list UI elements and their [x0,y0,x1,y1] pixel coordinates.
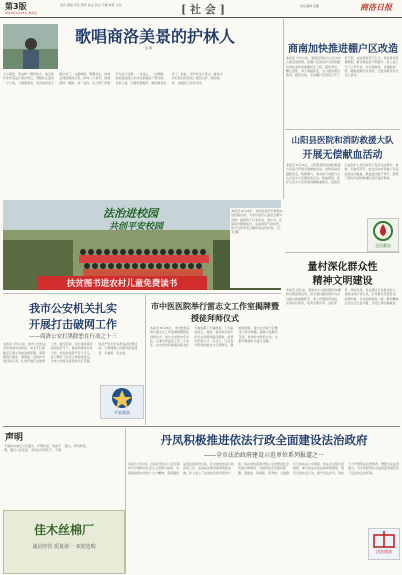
column-divider [283,19,284,199]
headline-civilization-line1: 量村深化群众性 [307,262,378,273]
section-rule [3,426,400,427]
police-photo [100,385,144,419]
forest-guard-body: 大山深处，有这样一群护林人，他们常年守护着这片绿水青山，用脚步丈量每一寸土地。天刚蒙蒙亮，老张就背着干粮出发了，山路崎岖，荆棘丛生，他却走得稳健而从容。护林二十余年，他熟悉每一棵树、每一条沟，也习惯了用歌声为自己壮胆。一边巡山，一边唱歌，他把商洛的山水风光都编进了歌词里。村里人说，只要听到歌声，就知道老张来了。他说，守护好这片青山，就是守护好我们的家园，唱给山听，唱给树听，也唱给子孙后代听。 [3,72,223,85]
paper-logo: 商洛日报 [360,2,392,12]
nav-links[interactable]: 首页 商洛 县区 教育 政法 民生 专题 体育 文化 [60,3,122,7]
hospital-body: 本报讯 6月26日，市中医医院举行雷志文工作室揭牌暨授徒拜师仪式。雷志文是我市名中医，从事中医临床工作三十余年，在中医内科疑难杂症治疗方面积累了丰富经验。工作室的成立，将进一步传承名老中医学术思想和临床经验，培养中医药人才。仪式上，几名青年医师向雷志文行拜师礼，敬献拜师茶，雷志文为弟子们赠送了医学典籍，勉励大家勤学苦练，传承好中医药文化，为群众健康作出更大贡献。 [150,326,278,348]
civilization-body: 本报讯 近年来，商洛市大力推进群众性精神文明创建活动，把文明村镇创建作为乡村振兴的重要抓手，深入开展移风易俗，弘扬时代新风，培育文明乡风、良好家风、淳朴民风。各村通过评选身边好人、星级文明户等方式，引导群众见贤思齐，崇德向善，乡村面貌焕然一新，群众精神文化生活日益丰富，文明之风吹遍城乡。 [286,288,399,305]
banner-sign: 扶贫图书进农村儿童免费读书 [66,279,178,289]
headline-police-line1: 我市公安机关扎实 [29,302,117,315]
section-rule [285,129,400,130]
ad-title: 佳木丝棉厂 [33,523,94,537]
byline: 张 辉 [145,46,152,50]
rescue-body: 本报讯 6月25日，山阳县医院和消防救援大队联合开展无偿献血活动，消防指战员踊跃报名，积极参与，用实际行动践行全心全意为人民服务的宗旨。献血现场，医护人员为大家详细讲解献血知识，指战员们在医护人员的指导下有序完成登记、体检、采血等环节。此次活动共有数十名指战员成功献血，献血量达数千毫升，展现了新时代消防救援队伍的良好形象。 [286,163,399,185]
editor-line: 责任编辑 张鹏 [300,4,319,8]
column-divider [145,295,146,425]
police-body: 本报讯 今年以来，我市公安机关坚决贯彻中央和省、市关于扫黑除恶专项斗争的决策部署，紧紧围绕打黑恶、破网络、挖保护伞的目标任务，扎实开展打击破网工作。截至目前，共打掉涉黑涉恶团伙若干个，破获刑事案件若干起，查扣涉案资产若干万元，有力维护了社会大局持续稳定。全市公安机关将坚持以打开路，依法严厉打击各类违法犯罪活动，不断增强人民群众的获得感、幸福感、安全感。 [3,342,138,364]
ad-body: 诚信经营 质量第一 欢迎选购 [32,544,96,550]
subheadline-police: ——商洛公安打黑除恶在行动之十三 [28,334,117,340]
subheadline-danfeng: ——全市法治政府建设示范单位系列报道之一 [203,452,324,459]
headline-rescue-line1: 山阳县医院和消防救援大队 [291,136,394,146]
ad-block [3,510,125,574]
section-title: [ 社 会 ] [181,3,225,16]
headline-civilization-line2: 精神文明建设 [312,276,373,287]
section-rule [3,293,281,294]
banner-bottom-text: 共创平安校园 [109,222,164,232]
forest-guard-photo [3,24,58,69]
banner-top-text: 法治进校园 [103,207,158,220]
danfeng-body: 本报讯 近年来，丹凤县坚持以习近平新时代中国特色社会主义思想为指导，全面贯彻落实党的十九大精神，紧紧围绕法治政府建设目标，扎实推进依法行政各项工作，法治政府建设取得明显成效。县上成立了法治政府建设领导小组，将法治政府建设纳入全县经济社会发展总体规划，与经济社会发展同部署、同推进、同督促、同考核。全面推行行政执法公示制度、执法全过程记录制度、重大执法决定法制审核制度，规范行政执法行为，提升执法水平。同时大力开展普法宣传教育，增强全民法治观念，为全县经济社会高质量发展营造了良好的法治环境。 [128,462,400,475]
page-number: 第3版 [5,2,27,11]
masthead-rule [0,17,402,18]
masthead [0,0,402,17]
notice-title: 声明 [5,433,24,443]
headline-forest-guard: 歌唱商洛美景的护林人 [74,27,235,46]
headline-shangnan: 商南加快推进棚户区改造 [288,44,398,55]
blood-donation-logo [367,218,399,252]
blood-donation-logo-text: 全民献血 [375,243,391,248]
notice-body: 不慎将本单位公章遗失，声明作废。特此声明。遗失人张某某，身份证号码若干，不慎遗失，声明作废。 [4,444,89,453]
column-divider [125,428,126,573]
photo-caption: 本报讯 6月26日，商州区组织开展图书进校园活动，为农村留守儿童送去课外读物，鼓励孩子们多读书、读好书，在阅读中健康成长。活动现场气氛热烈，孩子们纷纷表示要珍惜这份礼物。（记者 摄） [230,208,284,288]
headline-police-line2: 开展打击破网工作 [29,318,117,331]
headline-rescue-line2: 开展无偿献血活动 [302,150,383,161]
rule-of-law-logo-text: 法治商洛 [376,549,392,554]
date-line: 2019年6月28日 星期五 [5,11,38,15]
police-photo-label: 平安商洛 [114,410,130,415]
rule-of-law-logo [368,528,400,560]
shangnan-body: 本报讯 今年以来，商南县坚持以人民为中心的发展思想，把棚户区改造作为改善群众居住条件的重要民生工程，强化领导，精心组织，多方筹措资金，全力推进项目建设。截至目前，全县棚户区改造已开工若干套，完成投资若干亿元，项目建设进展顺利，群众满意度不断提升。县上成立专门工作专班，实行周督查、月通报制度，确保按期交付使用，让更多群众早日住上新房。 [286,56,399,78]
headline-danfeng: 丹凤积极推进依法行政全面建设法治政府 [160,433,368,447]
section-rule [285,252,400,253]
headline-hospital: 市中医医院举行雷志文工作室揭牌暨授徒拜师仪式 [151,301,279,323]
